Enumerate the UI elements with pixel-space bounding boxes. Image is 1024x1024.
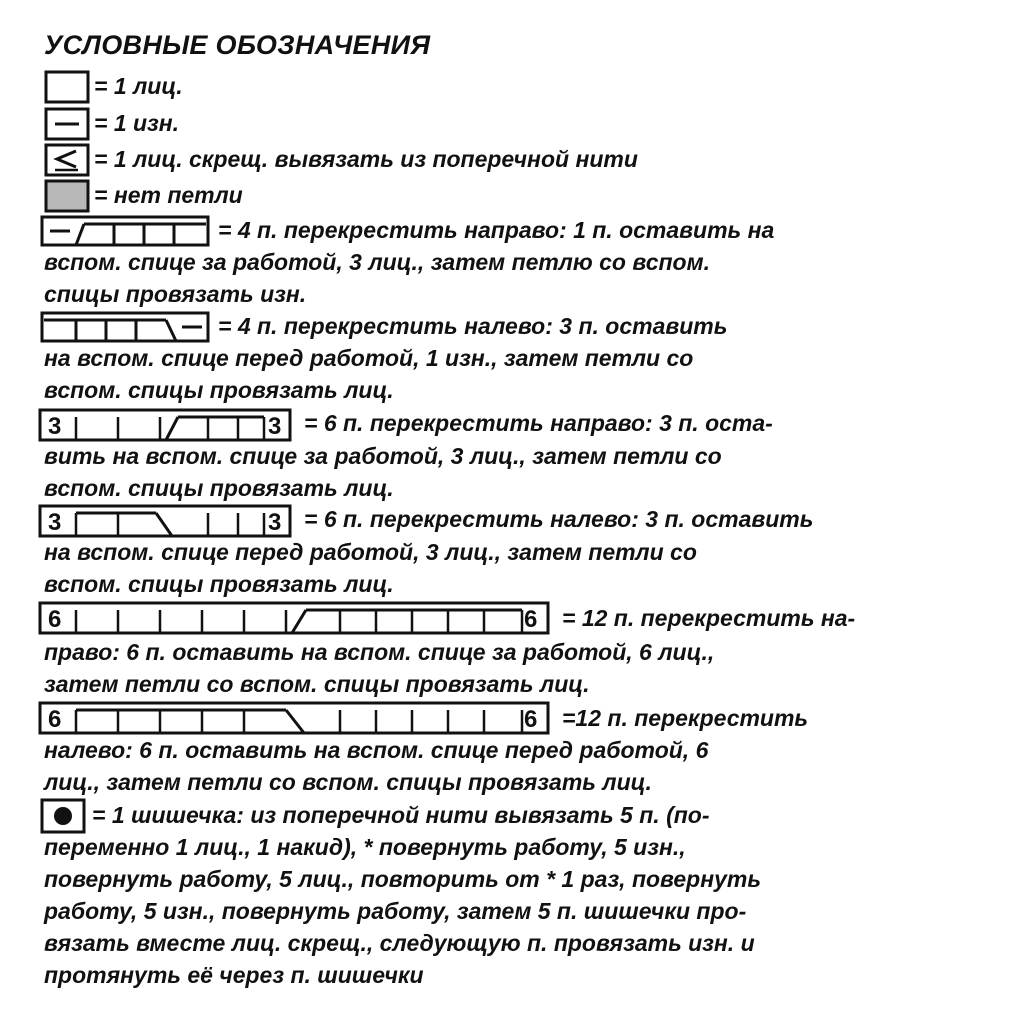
no-stitch-icon — [44, 179, 90, 213]
knit-stitch-icon — [44, 70, 90, 104]
cable-6-right-number-left: 3 — [48, 413, 62, 440]
make-one-crossed-icon — [44, 143, 90, 177]
legend-text-bobble-3: повернуть работу, 5 лиц., повторить от * 1 раз, повернуть — [44, 866, 762, 892]
legend-text-purl: = 1 изн. — [94, 110, 180, 136]
legend-text-cable-6-left-1: = 6 п. перекрестить налево: 3 п. оставить — [304, 506, 814, 532]
legend-text-cable-12-right-3: затем петли со вспом. спицы провязать лиц. — [44, 671, 590, 697]
cable-12-right-icon — [38, 600, 552, 636]
legend-text-cable-12-right-1: = 12 п. перекрестить на- — [562, 605, 856, 631]
cable-6-left-number-right: 3 — [268, 509, 282, 536]
legend-text-cable-4-right-1: = 4 п. перекрестить направо: 1 п. оставить на — [218, 217, 775, 243]
legend-text-cable-4-right-3: спицы провязать изн. — [44, 281, 307, 307]
legend-text-make-one: = 1 лиц. скрещ. вывязать из поперечной нити — [94, 146, 638, 172]
legend-text-bobble-2: переменно 1 лиц., 1 накид), * повернуть работу, 5 изн., — [44, 834, 686, 860]
legend-text-bobble-6: протянуть её через п. шишечки — [44, 962, 424, 988]
cable-6-right-number-right: 3 — [268, 413, 282, 440]
legend-text-cable-6-left-2: на вспом. спице перед работой, 3 лиц., затем петли со — [44, 539, 697, 565]
cable-6-left-number-left: 3 — [48, 509, 62, 536]
legend-text-no-stitch: = нет петли — [94, 182, 243, 208]
legend-text-cable-4-left-2: на вспом. спице перед работой, 1 изн., затем петли со — [44, 345, 694, 371]
bobble-icon — [40, 798, 86, 834]
purl-stitch-icon — [44, 107, 90, 141]
cable-12-left-number-left: 6 — [48, 706, 62, 733]
legend-text-bobble-5: вязать вместе лиц. скрещ., следующую п. провязать изн. и — [44, 930, 755, 956]
legend-text-cable-6-left-3: вспом. спицы провязать лиц. — [44, 571, 394, 597]
cable-4-right-icon — [40, 214, 212, 248]
legend-text-cable-4-left-3: вспом. спицы провязать лиц. — [44, 377, 394, 403]
cable-12-left-icon — [38, 700, 552, 736]
legend-text-cable-6-right-3: вспом. спицы провязать лиц. — [44, 475, 394, 501]
cable-6-right-icon — [38, 407, 294, 443]
legend-text-cable-12-left-1: =12 п. перекрестить — [562, 705, 809, 731]
cable-12-right-number-left: 6 — [48, 606, 62, 633]
legend-text-cable-4-left-1: = 4 п. перекрестить налево: 3 п. оставить — [218, 313, 728, 339]
cable-12-right-number-right: 6 — [524, 606, 538, 633]
legend-text-cable-12-left-3: лиц., затем петли со вспом. спицы провязать лиц. — [44, 769, 652, 795]
legend-text-cable-6-right-1: = 6 п. перекрестить направо: 3 п. оста- — [304, 410, 773, 436]
cable-4-left-icon — [40, 310, 212, 344]
cable-6-left-icon — [38, 503, 294, 539]
legend-title: УСЛОВНЫЕ ОБОЗНАЧЕНИЯ — [44, 30, 431, 60]
legend-text-bobble-1: = 1 шишечка: из поперечной нити вывязать 5 п. (по- — [92, 802, 710, 828]
legend-text-knit: = 1 лиц. — [94, 73, 183, 99]
legend-text-bobble-4: работу, 5 изн., повернуть работу, затем 5 п. шишечки про- — [44, 898, 747, 924]
legend-text-cable-12-right-2: право: 6 п. оставить на вспом. спице за работой, 6 лиц., — [44, 639, 715, 665]
legend-text-cable-12-left-2: налево: 6 п. оставить на вспом. спице перед работой, 6 — [44, 737, 709, 763]
legend-text-cable-4-right-2: вспом. спице за работой, 3 лиц., затем петлю со вспом. — [44, 249, 710, 275]
cable-12-left-number-right: 6 — [524, 706, 538, 733]
legend-text-cable-6-right-2: вить на вспом. спице за работой, 3 лиц., затем петли со — [44, 443, 722, 469]
